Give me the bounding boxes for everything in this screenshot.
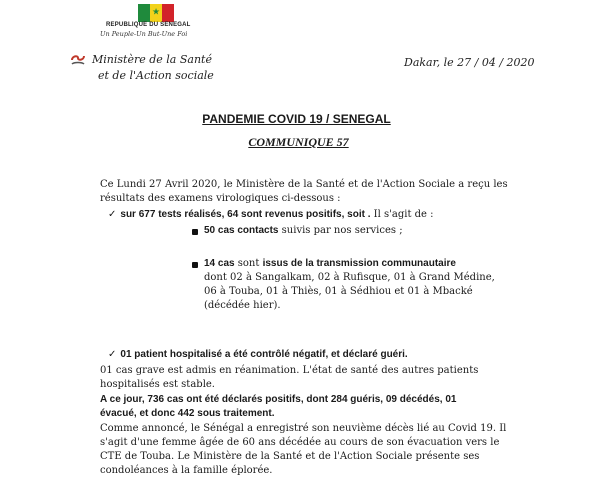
community-line-3: 06 à Touba, 01 à Thiès, 01 à Sédhiou et 01 à Mbacké bbox=[204, 286, 473, 297]
contacts-bold: 50 cas contacts bbox=[204, 225, 279, 236]
tests-bold: sur 677 tests réalisés, 64 sont revenus positifs, soit . bbox=[120, 209, 371, 220]
total-line-2: évacué, et donc 442 sous traitement. bbox=[100, 408, 275, 419]
tests-rest: Il s'agit de : bbox=[370, 209, 434, 220]
contacts-line bbox=[204, 224, 403, 238]
ministry-line-1: Ministère de la Santé bbox=[92, 53, 212, 66]
death-line-3: CTE de Touba. Le Ministère de la Santé et de l'Action Sociale présente ses bbox=[100, 451, 480, 462]
communique-number: COMMUNIQUE 57 bbox=[248, 135, 349, 149]
intro-line-2: résultats des examens virologiques ci-dessous : bbox=[100, 193, 341, 204]
tests-line bbox=[108, 208, 434, 222]
community-line-1 bbox=[204, 257, 456, 271]
grave-line-2: hospitalisés est stable. bbox=[100, 379, 215, 390]
death-line-4: condoléances à la famille éplorée. bbox=[100, 465, 273, 476]
main-title: PANDEMIE COVID 19 / SENEGAL bbox=[202, 112, 391, 126]
bullet-icon bbox=[192, 262, 198, 268]
grave-line-1: 01 cas grave est admis en réanimation. L'état de santé des autres patients bbox=[100, 365, 479, 376]
republic-label: REPUBLIQUE DU SENEGAL bbox=[106, 22, 191, 28]
death-line-2: s'agit d'une femme âgée de 60 ans décédée au cours de son évacuation vers le bbox=[100, 437, 500, 448]
total-line-1: A ce jour, 736 cas ont été déclarés positifs, dont 284 guéris, 09 décédés, 01 bbox=[100, 394, 457, 405]
community-mid: sont bbox=[234, 258, 263, 269]
community-bold: 14 cas bbox=[204, 258, 235, 269]
ministry-line-2: et de l'Action sociale bbox=[98, 69, 214, 82]
ministry-logo-icon bbox=[70, 54, 86, 66]
national-motto: Un Peuple-Un But-Une Foi bbox=[100, 30, 188, 38]
contacts-rest: suivis par nos services ; bbox=[278, 225, 403, 236]
checkmark-icon: ✓ bbox=[108, 209, 117, 220]
document-date: Dakar, le 27 / 04 / 2020 bbox=[404, 56, 535, 69]
senegal-flag-icon: ★ bbox=[138, 4, 174, 22]
negative-line bbox=[108, 348, 408, 362]
checkmark-icon: ✓ bbox=[108, 349, 117, 360]
negative-bold: 01 patient hospitalisé a été contrôlé négatif, et déclaré guéri. bbox=[120, 349, 408, 360]
community-line-4: (décédée hier). bbox=[204, 300, 281, 311]
intro-line-1: Ce Lundi 27 Avril 2020, le Ministère de la Santé et de l'Action Sociale a reçu les bbox=[100, 179, 508, 190]
community-bold-2: issus de la transmission communautaire bbox=[262, 258, 456, 269]
community-line-2: dont 02 à Sangalkam, 02 à Rufisque, 01 à Grand Médine, bbox=[204, 272, 495, 283]
bullet-icon bbox=[192, 229, 198, 235]
death-line-1: Comme annoncé, le Sénégal a enregistré son neuvième décès lié au Covid 19. Il bbox=[100, 423, 507, 434]
ministry-name bbox=[92, 52, 214, 84]
